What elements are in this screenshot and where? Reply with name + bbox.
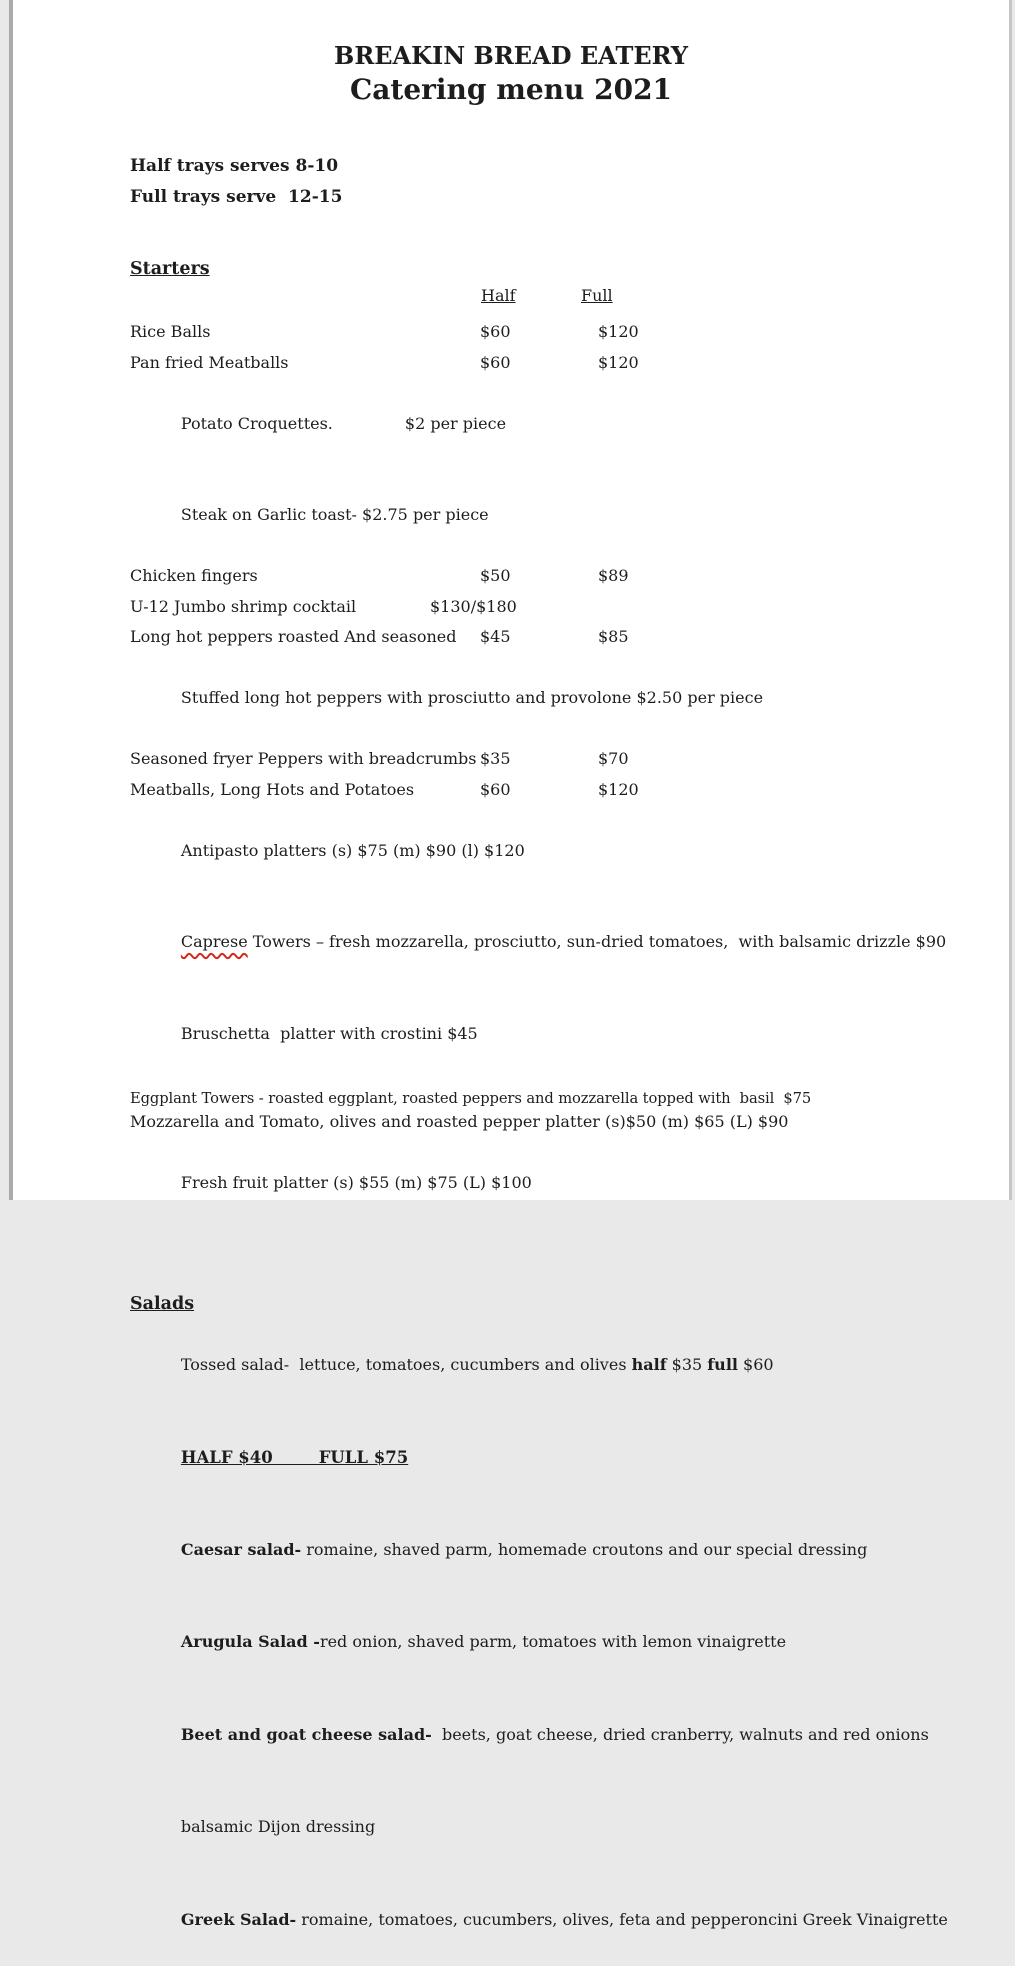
item-text: $35: [666, 1355, 708, 1375]
price-half: $45: [480, 627, 511, 647]
price-full: $89: [598, 566, 629, 586]
item-text: Eggplant Towers - roasted eggplant, roasted peppers and mozzarella topped with basil $75: [130, 1089, 812, 1107]
menu-item-row: [130, 1597, 979, 1689]
item-text: Tossed salad- lettuce, tomatoes, cucumbers and olives: [180, 1355, 632, 1375]
item-description: romaine, tomatoes, cucumbers, olives, feta and pepperoncini Greek Vinaigrette: [296, 1909, 948, 1929]
item-description: balsamic Dijon dressing: [180, 1817, 376, 1837]
item-text: $60: [737, 1355, 774, 1375]
price-full: $120: [598, 352, 639, 372]
item-text: Stuffed long hot peppers with prosciutto and provolone $2.50 per piece: [180, 688, 764, 708]
menu-item-row: [130, 561, 979, 592]
item-name: Pan fried Meatballs: [130, 352, 289, 372]
menu-item-row: [130, 592, 979, 623]
full-label: full: [707, 1355, 738, 1375]
starters-section: [130, 254, 979, 1229]
column-header-half: Half: [481, 286, 516, 306]
menu-item-row: [130, 470, 979, 562]
item-name: Chicken fingers: [130, 566, 258, 586]
price-half: $50: [480, 566, 511, 586]
item-text: Fresh fruit platter (s) $55 (m) $75 (L) $100: [180, 1173, 532, 1193]
menu-item-row: [130, 897, 979, 989]
item-text: Mozzarella and Tomato, olives and roasted pepper platter (s)$50 (m) $65 (L) $90: [130, 1111, 789, 1131]
price-half: $60: [480, 322, 511, 342]
menu-item-row: [130, 1138, 979, 1230]
menu-item-row: [130, 1088, 979, 1134]
tray-prices: HALF $40 FULL $75: [180, 1447, 409, 1467]
menu-item-row: [130, 348, 979, 379]
column-header-full: Full: [581, 286, 613, 306]
item-name: Seasoned fryer Peppers with breadcrumbs: [130, 749, 477, 769]
menu-item-row: [130, 988, 979, 1080]
menu-item-row: [130, 805, 979, 897]
item-text: Antipasto platters (s) $75 (m) $90 (l) $120: [180, 840, 525, 860]
price-full: $120: [598, 779, 639, 799]
menu-item-row: [130, 1874, 979, 1966]
salads-heading: Salads: [130, 1294, 195, 1315]
item-name: U-12 Jumbo shrimp cocktail: [130, 596, 357, 616]
price-half: $35: [480, 749, 511, 769]
menu-item-description-continued: [130, 1781, 979, 1873]
tray-price-line: [130, 1412, 979, 1504]
item-name: Potato Croquettes.: [180, 413, 333, 433]
item-text: Towers – fresh mozzarella, prosciutto, sun-dried tomatoes, with balsamic drizzle $90: [247, 932, 947, 952]
item-price-note: $2 per piece: [404, 413, 507, 433]
price-half: $60: [480, 779, 511, 799]
menu-item-row: [130, 378, 979, 470]
price-column-headers: [130, 286, 979, 317]
menu-item-row: [130, 622, 979, 653]
item-text: Bruschetta platter with crostini $45: [180, 1023, 478, 1043]
restaurant-name: BREAKIN BREAD EATERY: [334, 41, 688, 70]
price-full: $85: [598, 627, 629, 647]
price-full: $120: [598, 322, 639, 342]
serving-note-half: Half trays serves 8-10: [130, 156, 339, 177]
item-name: Caesar salad-: [180, 1539, 302, 1559]
item-name: Greek Salad-: [180, 1909, 297, 1929]
menu-item-row: [130, 317, 979, 348]
menu-page: [9, 0, 1012, 1929]
serving-note-full: Full trays serve 12-15: [130, 187, 343, 208]
price-half: $60: [480, 352, 511, 372]
menu-title: Catering menu 2021: [349, 72, 673, 106]
price-full: $70: [598, 749, 629, 769]
item-description: red onion, shaved parm, tomatoes with lemon vinaigrette: [319, 1632, 787, 1652]
item-text: Steak on Garlic toast- $2.75 per piece: [180, 505, 489, 525]
starters-heading: Starters: [130, 259, 210, 280]
item-name: Rice Balls: [130, 322, 211, 342]
item-description: beets, goat cheese, dried cranberry, walnuts and red onions: [431, 1724, 929, 1744]
item-name: Beet and goat cheese salad-: [180, 1724, 432, 1744]
half-label: half: [631, 1355, 667, 1375]
serving-notes: [130, 151, 979, 213]
item-name: Long hot peppers roasted And seasoned: [130, 627, 457, 647]
item-price: $130/$180: [430, 596, 517, 616]
menu-item-row: [130, 744, 979, 775]
menu-item-row: [130, 775, 979, 806]
item-name: Meatballs, Long Hots and Potatoes: [130, 779, 415, 799]
menu-item-row: [130, 1319, 979, 1411]
item-name: Arugula Salad -: [180, 1632, 320, 1652]
item-description: romaine, shaved parm, homemade croutons and our special dressing: [301, 1539, 868, 1559]
menu-item-row: [130, 1689, 979, 1781]
menu-item-row: [130, 1504, 979, 1596]
menu-item-row: [130, 653, 979, 745]
salads-section: [130, 1289, 979, 1966]
misspelled-word: Caprese: [180, 932, 248, 952]
menu-content: [130, 151, 979, 1966]
